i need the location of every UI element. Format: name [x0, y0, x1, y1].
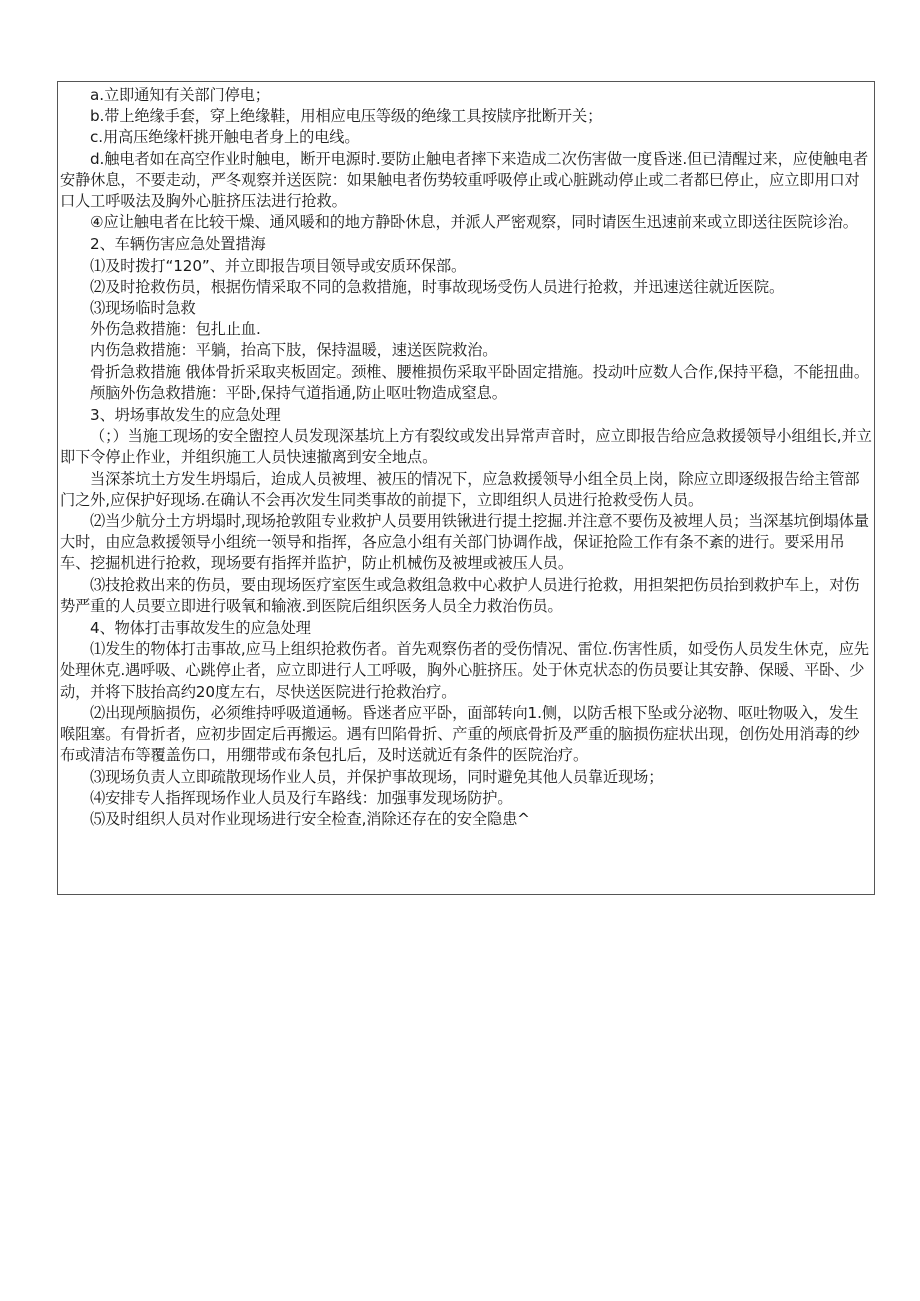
paragraph-4-3: ⑶现场负责人立即疏散现场作业人员，并保护事故现场，同时避免其他人员靠近现场； — [90, 767, 664, 786]
paragraph-1d: d.触电者如在高空作业时触电，断开电源时.要防止触电者摔下来造成二次伤害做一度昏迷.但已清醒过来，应使触电者安静休息，不要走动，严冬观察并送医院：如果触电者伤势较重呼吸停止或心脏跳动停止或二者都巳停止，应立即用口对口人工呼吸法及胸外心脏挤压法进行抢救。 — [60, 149, 869, 211]
document-body — [60, 85, 872, 830]
paragraph-4-2: ⑵出现颅脑损伤，必须维持呼吸道通畅。昏迷者应平卧，面部转向1.侧，以防舌根下坠或分泌物、呕吐物吸入，发生喉阻塞。有骨折者，应初步固定后再搬运。遇有凹陷骨折、产重的颅底骨折及严重的脑损伤症状出现，创伤处用消毒的纱布或清洁布等覆盖伤口，用绷带或布条包扎后，及时送就近有条件的医院治疗。 — [60, 703, 860, 765]
paragraph-3-1: （；）当施工现场的安全盥控人员发现深基坑上方有裂纹或发出异常声音时，应立即报告给应急救援领导小组组长,并立即下令停止作业，并组织施工人员快速撤离到安全地点。 — [60, 427, 872, 467]
section-heading-4: 4、物体打击事故发生的应急处理 — [90, 619, 311, 638]
paragraph-3-3: ⑶技抢救出来的伤员，要由现场医疗室医生或急救组急救中心救护人员进行抢救，用担架把伤员抬到救护车上，对伤势严重的人员要立即进行吸氧和输液.到医院后组织医务人员全力救治伤员。 — [60, 575, 860, 615]
paragraph-2-internal: 内伤急救措施：平躺，抬高下肢，保持温暖，速送医院救治。 — [90, 341, 498, 360]
paragraph-1b: b.带上绝缘手套，穿上绝缘鞋，用相应电压等级的绝缘工具按牍序批断开关； — [90, 107, 603, 126]
paragraph-2-2: ⑵及时抢救伤员，根据伤情采取不同的急救措施，时事故现场受伤人员进行抢救，并迅速送往就近医院。 — [90, 277, 785, 296]
paragraph-4-5: ⑸及时组织人员对作业现场进行安全检查,消除还存在的安全隐患^ — [90, 809, 530, 828]
paragraph-2-fracture: 骨折急救措施 俄体骨折采取夹板固定。颈椎、腰椎损伤采取平卧固定措施。投动叶应数人合作,保持平稳，不能扭曲。 — [90, 362, 869, 381]
paragraph-2-head: 颅脑外伤急救措施：平卧,保持气道指通,防止呕吐物造成窒息。 — [90, 383, 507, 402]
section-heading-3: 3、坍场事故发生的应急处理 — [90, 406, 281, 425]
paragraph-1e: ④应让触电者在比较干燥、通风暖和的地方静卧休息，并派人严密观察，同时请医生迅速前来或立即送往医院诊治。 — [90, 213, 858, 232]
paragraph-2-3: ⑶现场临时急救 — [90, 299, 196, 318]
paragraph-2-1: ⑴及时拨打“120”、并立即报告项目领导或安质环保部。 — [90, 256, 467, 275]
paragraph-4-4: ⑷安排专人指挥现场作业人员及行车路线：加强事发现场防护。 — [90, 788, 513, 807]
paragraph-2-external: 外伤急救措施：包扎止血. — [90, 320, 261, 339]
paragraph-1c: c.用高压绝缘杆挑开触电者身上的电线。 — [90, 128, 360, 147]
paragraph-3-2: ⑵当少航分土方坍塌时,现场抢敦阻专业救护人员要用铁锹进行提土挖掘.并注意不要伤及被埋人员；当深基坑倒塌体量大时，由应急救援领导小组统一领导和指挥，各应急小组有关部门协调作战，保证抢险工作有条不紊的进行。要采用吊车、挖掘机进行抢救，现场要有指挥并监护，防止机械伤及被埋或被压人员。 — [60, 512, 869, 573]
paragraph-3-1b: 当深茶坑土方发生坍塌后，迨成人员被埋、被压的情况下，应急救援领导小组全员上岗，除应立即逐级报告给主管部门之外,应保护好现场.在确认不会再次发生同类事故的前提下，立即组织人员进行抢救受伤人员。 — [60, 469, 860, 509]
paragraph-1a: a.立即通知有关部门停电； — [90, 86, 270, 104]
section-heading-2: 2、车辆伤害应急处置措海 — [90, 235, 266, 254]
paragraph-4-1: ⑴发生的物体打击事故,应马上组织抢救伤者。首先观察伤者的受伤情况、雷位.伤害性质，如受伤人员发生休克，应先处理休克.遇呼吸、心跳停止者，应立即进行人工呼吸，胸外心脏挤压。处于休克状态的伤员要让其安静、保暖、平卧、少动，并将下肢抬高约20度左右，尽快送医院进行抢救治疗。 — [60, 640, 869, 701]
